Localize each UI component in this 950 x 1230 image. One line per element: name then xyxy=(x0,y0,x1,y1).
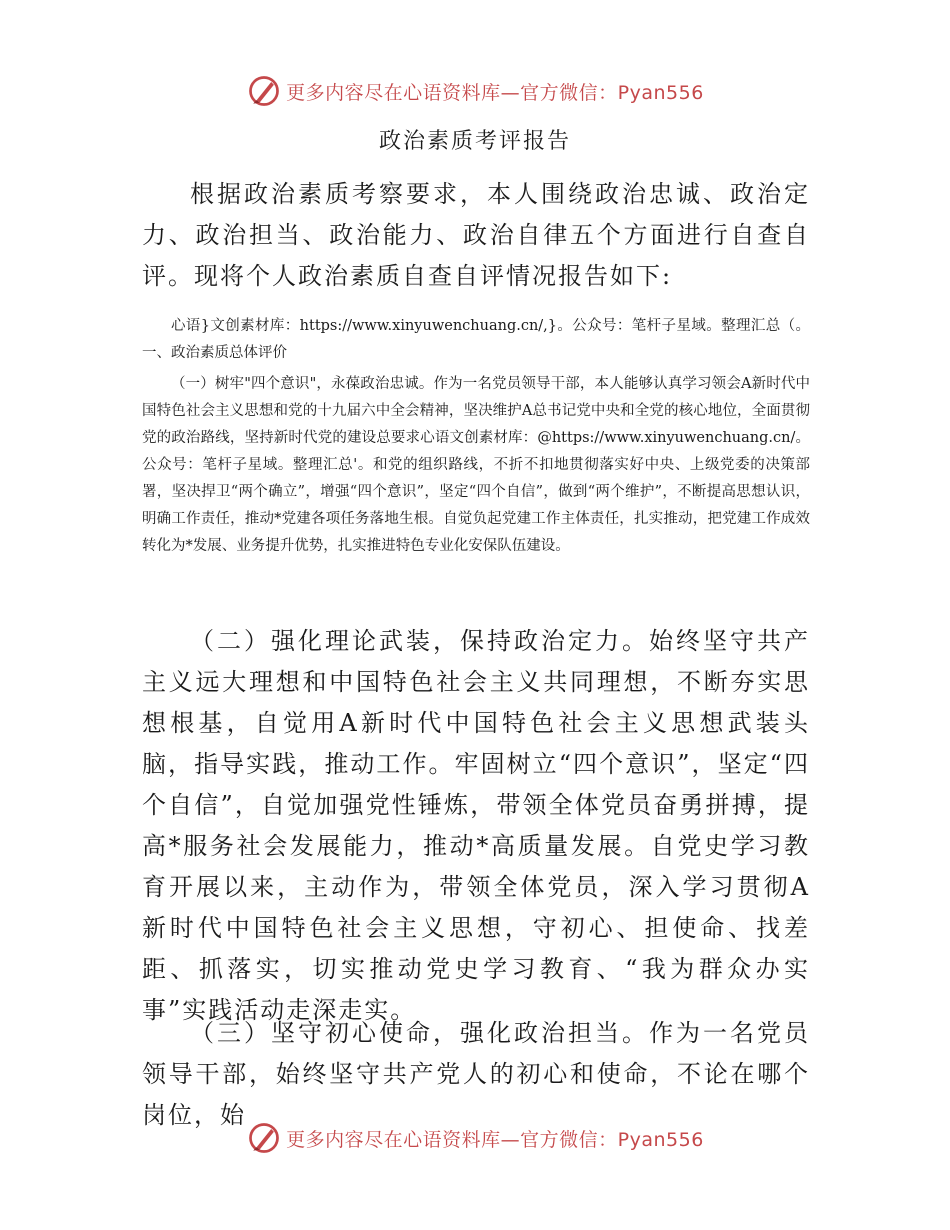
intro-paragraph: 根据政治素质考察要求，本人围绕政治忠诚、政治定力、政治担当、政治能力、政治自律五个方面进行自查自评。现将个人政治素质自查自评情况报告如下: xyxy=(142,180,810,290)
section-one-paragraph: （一）树牢"四个意识"，永葆政治忠诚。作为一名党员领导干部，本人能够认真学习领会A新时代中国特色社会主义思想和党的十九届六中全会精神，坚决维护A总书记党中央和全党的核心地位，全面贯彻党的政治路线，坚持新时代党的建设总要求心语文创素材库：@https://www.xinyuwenchuang.cn/。公众号：笔杆子星域。整理汇总'。和党的组织路线，不折不扣地贯彻落实好中央、上级党委的决策部署，坚决捍卫“两个确立”，增强“四个意识”，坚定“四个自信”，做到“两个维护”，不断提高思想认识，明确工作责任，推动*党建各项任务落地生根。自觉负起党建工作主体责任，扎实推动，把党建工作成效转化为*发展、业务提升优势，扎实推进特色专业化安保队伍建设。 xyxy=(142,376,810,554)
pen-logo-icon xyxy=(246,73,282,109)
watermark-banner-bottom xyxy=(0,1113,950,1163)
source-note-paragraph: 心语}文创素材库：https://www.xinyuwenchuang.cn/,}。公众号：笔杆子星域。整理汇总（。一、政治素质总体评价 xyxy=(142,318,810,361)
watermark-text: 更多内容尽在心语资料库—官方微信：Pyan556 xyxy=(286,81,704,104)
watermark-text: 更多内容尽在心语资料库—官方微信：Pyan556 xyxy=(286,1128,704,1151)
section-three-paragraph: （三）坚守初心使命，强化政治担当。作为一名党员领导干部，始终坚守共产党人的初心和使命，不论在哪个岗位，始 xyxy=(142,1019,810,1129)
section-two-paragraph: （二）强化理论武装，保持政治定力。始终坚守共产主义远大理想和中国特色社会主义共同理想，不断夯实思想根基，自觉用A新时代中国特色社会主义思想武装头脑，指导实践，推动工作。牢固树立“四个意识”，坚定“四个自信”，自觉加强党性锤炼，带领全体党员奋勇拼搏，提高*服务社会发展能力，推动*高质量发展。自党史学习教育开展以来，主动作为，带领全体党员，深入学习贯彻A新时代中国特色社会主义思想，守初心、担使命、找差距、抓落实，切实推动党史学习教育、“我为群众办实事”实践活动走深走实。 xyxy=(142,627,810,1024)
page-title: 政治素质考评报告 xyxy=(378,129,571,154)
pen-logo-icon xyxy=(246,1120,282,1156)
watermark-banner-top xyxy=(0,66,950,116)
